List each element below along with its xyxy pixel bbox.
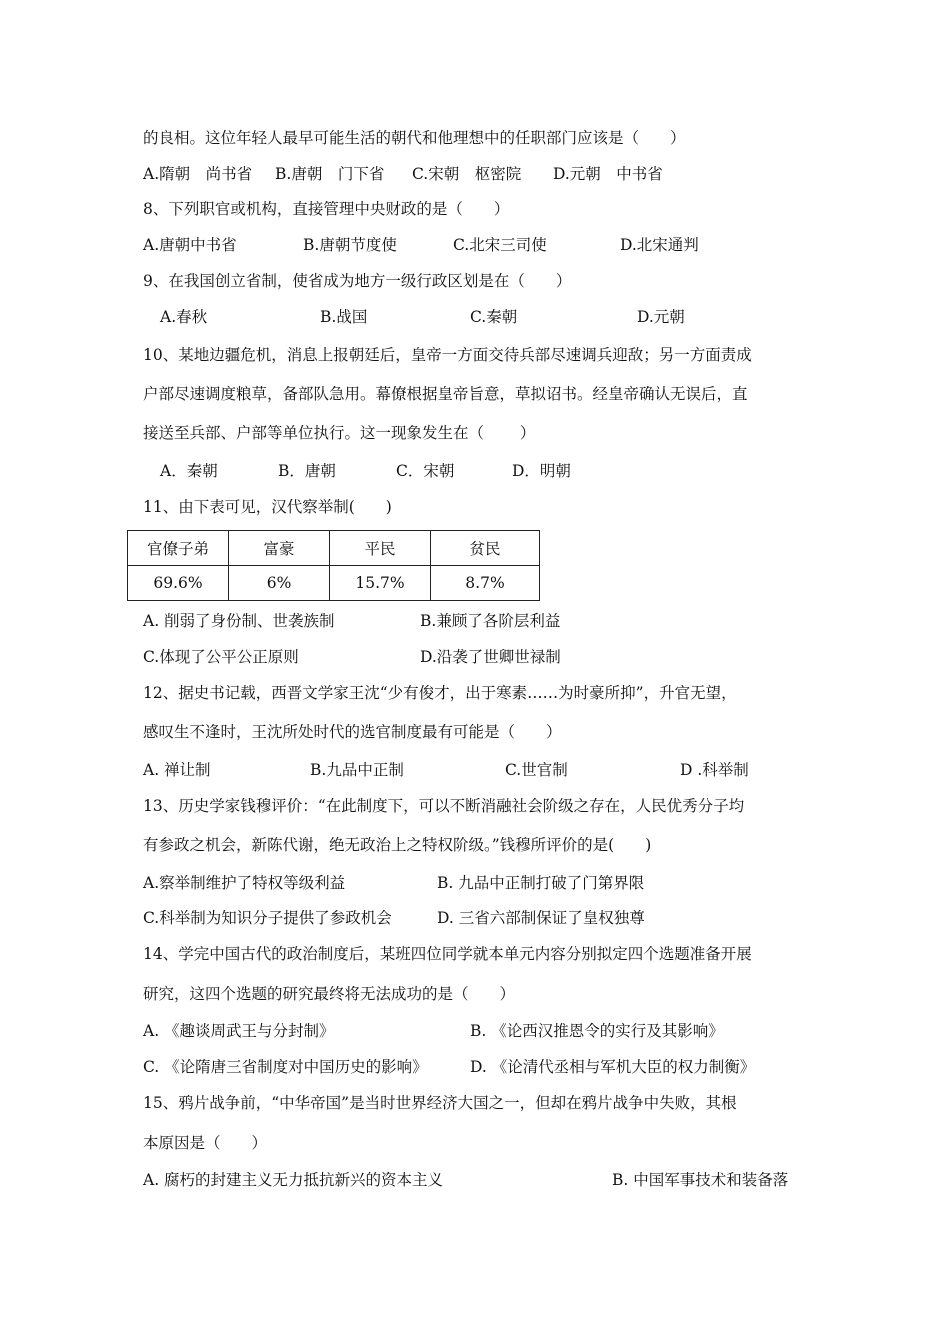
table-header-cell: 贫民 (431, 531, 540, 566)
q14-option-d: D. 《论清代丞相与军机大臣的权力制衡》 (470, 1058, 756, 1076)
q13-stem-line-1: 13、历史学家钱穆评价：“在此制度下，可以不断消融社会阶级之存在，人民优秀分子均 (143, 797, 745, 815)
q12-option-b: B.九品中正制 (310, 761, 404, 779)
table-cell: 69.6% (128, 566, 229, 601)
q8-option-a: A.唐朝中书省 (143, 236, 237, 254)
q13-stem-line-2: 有参政之机会，新陈代谢，绝无政治上之特权阶级。”钱穆所评价的是( ) (143, 836, 652, 854)
q10-stem-line-2: 户部尽速调度粮草，备部队急用。幕僚根据皇帝旨意，草拟诏书。经皇帝确认无误后，直 (143, 385, 748, 403)
q11-stem: 11、由下表可见，汉代察举制( ) (143, 498, 392, 516)
q9-stem: 9、在我国创立省制，使省成为地方一级行政区划是在（ ） (143, 272, 572, 290)
table-cell: 8.7% (431, 566, 540, 601)
q7-option-a: A.隋朝 尚书省 (143, 165, 253, 183)
q11-option-c: C.体现了公平公正原则 (143, 648, 299, 666)
q14-stem-line-2: 研究，这四个选题的研究最终将无法成功的是（ ） (143, 985, 516, 1003)
q14-option-a: A. 《趣谈周武王与分封制》 (143, 1022, 335, 1040)
q10-option-a: A．秦朝 (160, 462, 218, 480)
q12-option-c: C.世官制 (505, 761, 568, 779)
q8-option-d: D.北宋通判 (620, 236, 699, 254)
q11-option-b: B.兼顾了各阶层利益 (420, 612, 561, 630)
q12-stem-line-1: 12、据史书记载，西晋文学家王沈“少有俊才，出于寒素……为时豪所抑”，升官无望， (143, 684, 737, 702)
q12-stem-line-2: 感叹生不逢时，王沈所处时代的选官制度最有可能是（ ） (143, 723, 562, 741)
table-header-cell: 富豪 (229, 531, 330, 566)
table-header-row (128, 531, 540, 566)
q13-option-d: D. 三省六部制保证了皇权独尊 (437, 909, 645, 927)
table-cell: 15.7% (330, 566, 431, 601)
q10-option-d: D．明朝 (512, 462, 571, 480)
table-row (128, 566, 540, 601)
q7-option-d: D.元朝 中书省 (553, 165, 663, 183)
q14-option-c: C. 《论隋唐三省制度对中国历史的影响》 (143, 1058, 428, 1076)
q9-option-a: A.春秋 (160, 308, 208, 326)
q13-option-b: B. 九品中正制打破了门第界限 (437, 874, 645, 892)
q13-option-a: A.察举制维护了特权等级利益 (143, 874, 346, 892)
table-header-cell: 官僚子弟 (128, 531, 229, 566)
table-header-cell: 平民 (330, 531, 431, 566)
q9-option-b: B.战国 (320, 308, 368, 326)
q8-option-c: C.北宋三司使 (453, 236, 547, 254)
q10-option-c: C．宋朝 (396, 462, 455, 480)
q8-stem: 8、下列职官或机构，直接管理中央财政的是（ ） (143, 200, 510, 218)
q7-text-line: 的良相。这位年轻人最早可能生活的朝代和他理想中的任职部门应该是（ ） (143, 129, 686, 147)
q8-option-b: B.唐朝节度使 (303, 236, 397, 254)
q12-option-d: D .科举制 (680, 761, 749, 779)
q7-option-b: B.唐朝 门下省 (275, 165, 385, 183)
q7-option-c: C.宋朝 枢密院 (412, 165, 522, 183)
q9-option-d: D.元朝 (637, 308, 685, 326)
q13-option-c: C.科举制为知识分子提供了参政机会 (143, 909, 392, 927)
q14-option-b: B. 《论西汉推恩令的实行及其影响》 (470, 1022, 724, 1040)
q15-stem-line-1: 15、鸦片战争前，“中华帝国”是当时世界经济大国之一，但却在鸦片战争中失败，其根 (143, 1094, 737, 1112)
q11-option-a: A. 削弱了身份制、世袭族制 (143, 612, 335, 630)
q10-stem-line-1: 10、某地边疆危机，消息上报朝廷后，皇帝一方面交待兵部尽速调兵迎敌；另一方面责成 (143, 346, 752, 364)
q15-stem-line-2: 本原因是（ ） (143, 1134, 268, 1152)
q9-option-c: C.秦朝 (470, 308, 518, 326)
q10-stem-line-3: 接送至兵部、户部等单位执行。这一现象发生在（ ） (143, 424, 536, 442)
q12-option-a: A. 禅让制 (143, 761, 211, 779)
q11-option-d: D.沿袭了世卿世禄制 (420, 648, 561, 666)
q10-option-b: B．唐朝 (278, 462, 336, 480)
q11-data-table (127, 530, 540, 601)
q14-stem-line-1: 14、学完中国古代的政治制度后，某班四位同学就本单元内容分别拟定四个选题准备开展 (143, 945, 752, 963)
table-cell: 6% (229, 566, 330, 601)
q15-option-b: B. 中国军事技术和装备落 (612, 1171, 789, 1189)
q15-option-a: A. 腐朽的封建主义无力抵抗新兴的资本主义 (143, 1171, 444, 1189)
